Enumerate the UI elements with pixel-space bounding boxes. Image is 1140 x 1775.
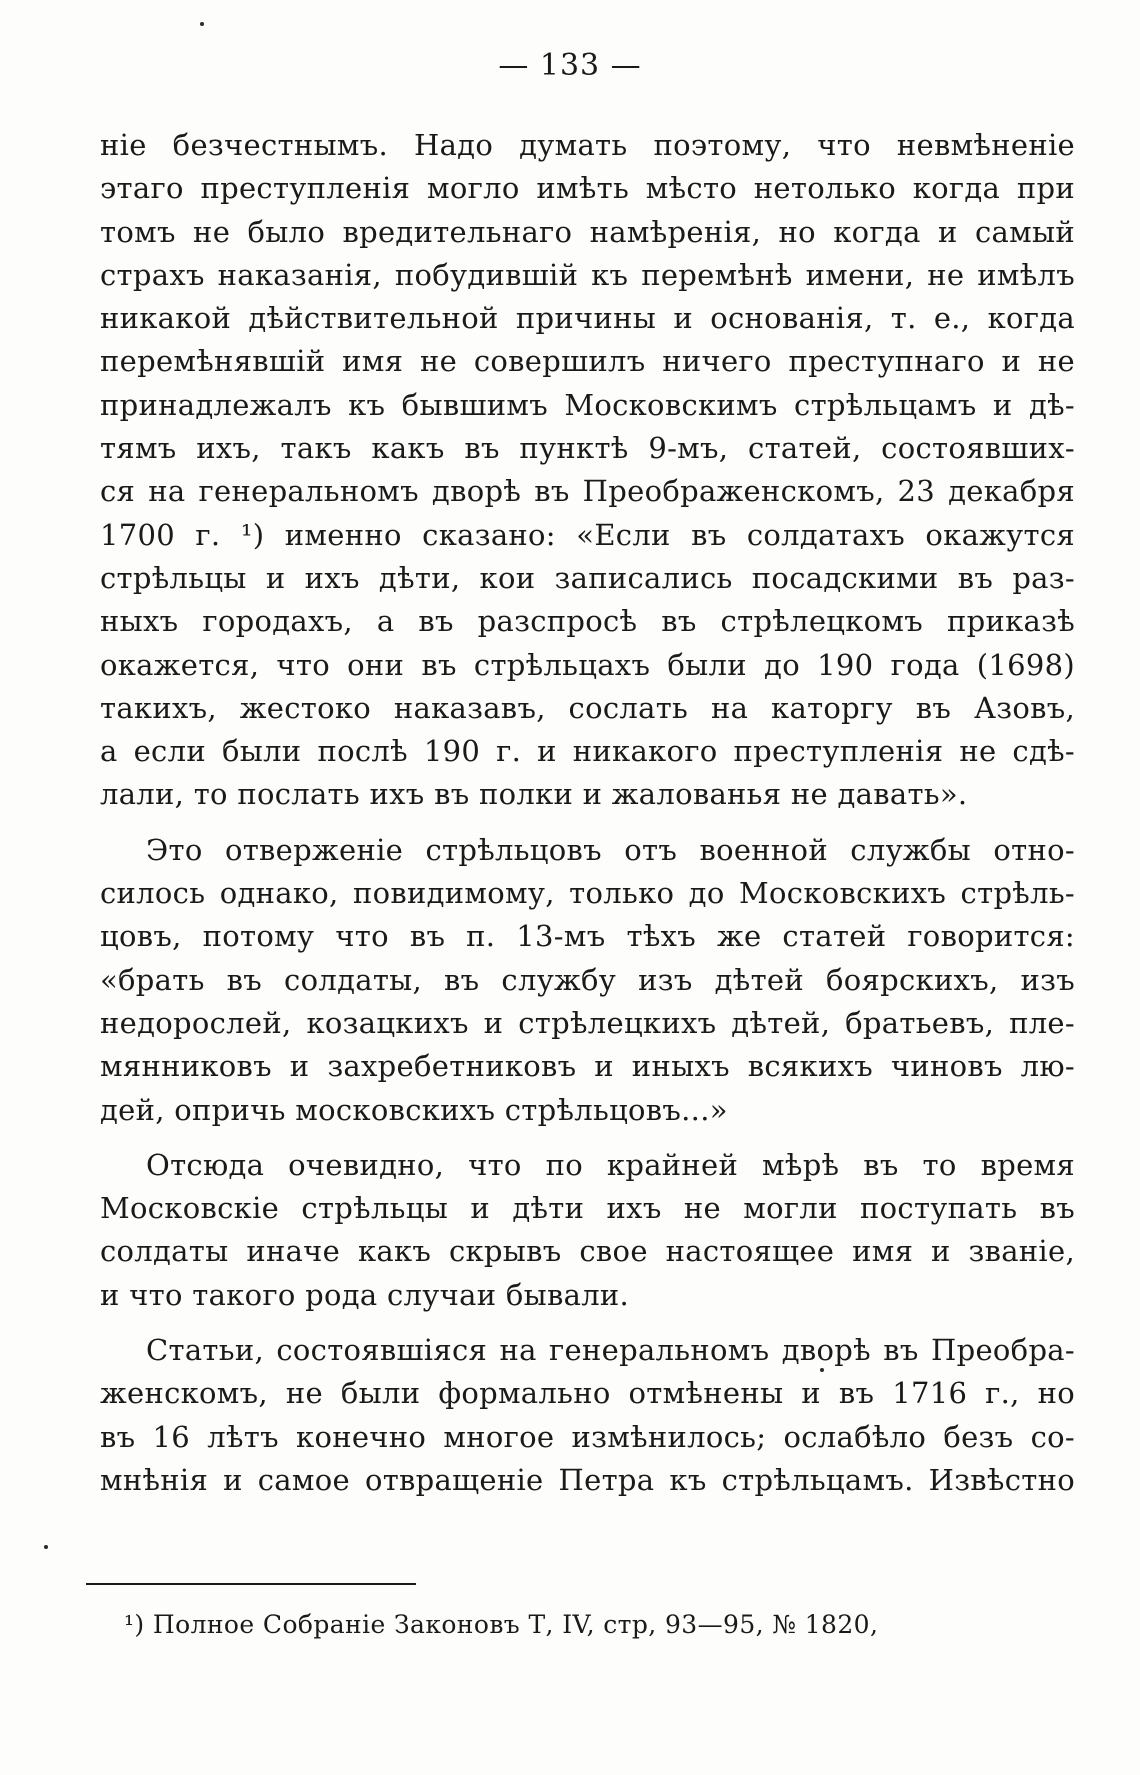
text-line: лали, то послать ихъ въ полки и жалованья не давать». xyxy=(100,777,968,812)
text-line: Статьи, состоявшіяся на генеральномъ дворѣ въ Преобра- xyxy=(146,1333,1075,1368)
footnote: ¹) Полное Собраніе Законовъ Т, IV, стр, 93—95, № 1820, xyxy=(124,1610,879,1639)
text-line: Это отверженіе стрѣльцовъ отъ военной службы отно- xyxy=(146,832,1075,867)
text-line: въ 16 лѣтъ конечно многое измѣнилось; ослабѣло безъ со- xyxy=(100,1419,1075,1454)
text-line: стрѣльцы и ихъ дѣти, кои записались посадскими въ раз- xyxy=(100,560,1075,595)
text-line: никакой дѣйствительной причины и основанія, т. е., когда xyxy=(100,301,1075,336)
text-line: цовъ, потому что въ п. 13-мъ тѣхъ же статей говорится: xyxy=(100,919,1075,954)
text-line: мянниковъ и захребетниковъ и иныхъ всякихъ чиновъ лю- xyxy=(100,1049,1075,1084)
paragraph-1 xyxy=(100,124,1075,817)
text-line: и что такого рода случаи бывали. xyxy=(100,1277,630,1312)
text-line: страхъ наказанія, побудившій къ перемѣнѣ имени, не имѣлъ xyxy=(100,257,1075,292)
page-number: — 133 — xyxy=(498,48,642,83)
text-line: этаго преступленія могло имѣть мѣсто нетолько когда при xyxy=(100,171,1075,206)
text-line: томъ не было вредительнаго намѣренія, но когда и самый xyxy=(100,214,1075,249)
text-line: а если были послѣ 190 г. и никакого преступленія не сдѣ- xyxy=(100,734,1075,769)
text-line: ніе безчестнымъ. Надо думать поэтому, что невмѣненіе xyxy=(100,128,1075,162)
paragraph-3 xyxy=(100,1144,1075,1317)
text-line: недорослей, козацкихъ и стрѣлецкихъ дѣтей, братьевъ, пле- xyxy=(100,1005,1075,1040)
text-line: окажется, что они въ стрѣльцахъ были до 190 года (1698) xyxy=(100,647,1075,682)
paragraph-gap xyxy=(100,1132,1075,1144)
text-line: дей, опричь московскихъ стрѣльцовъ...» xyxy=(100,1092,728,1127)
text-line: перемѣнявшій имя не совершилъ ничего преступнаго и не xyxy=(100,344,1075,379)
text-line: солдаты иначе какъ скрывъ свое настоящее имя и званіе, xyxy=(100,1234,1075,1269)
text-line: ся на генеральномъ дворѣ въ Преображенскомъ, 23 декабря xyxy=(100,474,1075,509)
text-line: принадлежалъ къ бывшимъ Московскимъ стрѣльцамъ и дѣ- xyxy=(100,387,1075,422)
text-line: Отсюда очевидно, что по крайней мѣрѣ въ то время xyxy=(146,1147,1075,1182)
paragraph-gap xyxy=(100,1317,1075,1329)
text-line: 1700 г. ¹) именно сказано: «Если въ солдатахъ окажутся xyxy=(100,517,1075,552)
text-line: такихъ, жестоко наказавъ, сослать на каторгу въ Азовъ, xyxy=(100,690,1075,725)
scan-speck xyxy=(820,1368,824,1372)
paragraph-gap xyxy=(100,817,1075,829)
text-line: Московскіе стрѣльцы и дѣти ихъ не могли поступать въ xyxy=(100,1191,1075,1226)
paragraph-4 xyxy=(100,1329,1075,1502)
text-line: силось однако, повидимому, только до Московскихъ стрѣль- xyxy=(100,876,1075,911)
footnote-divider xyxy=(86,1583,416,1585)
text-line: мнѣнія и самое отвращеніе Петра къ стрѣльцамъ. Извѣстно xyxy=(100,1462,1075,1497)
text-line: тямъ ихъ, такъ какъ въ пунктѣ 9-мъ, статей, состоявших- xyxy=(100,431,1075,466)
text-line: «брать въ солдаты, въ службу изъ дѣтей боярскихъ, изъ xyxy=(100,962,1075,997)
text-line: женскомъ, не были формально отмѣнены и въ 1716 г., но xyxy=(100,1376,1075,1411)
paragraph-2 xyxy=(100,829,1075,1132)
text-line: ныхъ городахъ, а въ разспросѣ въ стрѣлецкомъ приказѣ xyxy=(100,604,1075,639)
scan-speck xyxy=(44,1545,48,1549)
scan-speck xyxy=(200,22,204,26)
body-text xyxy=(100,124,1075,1502)
